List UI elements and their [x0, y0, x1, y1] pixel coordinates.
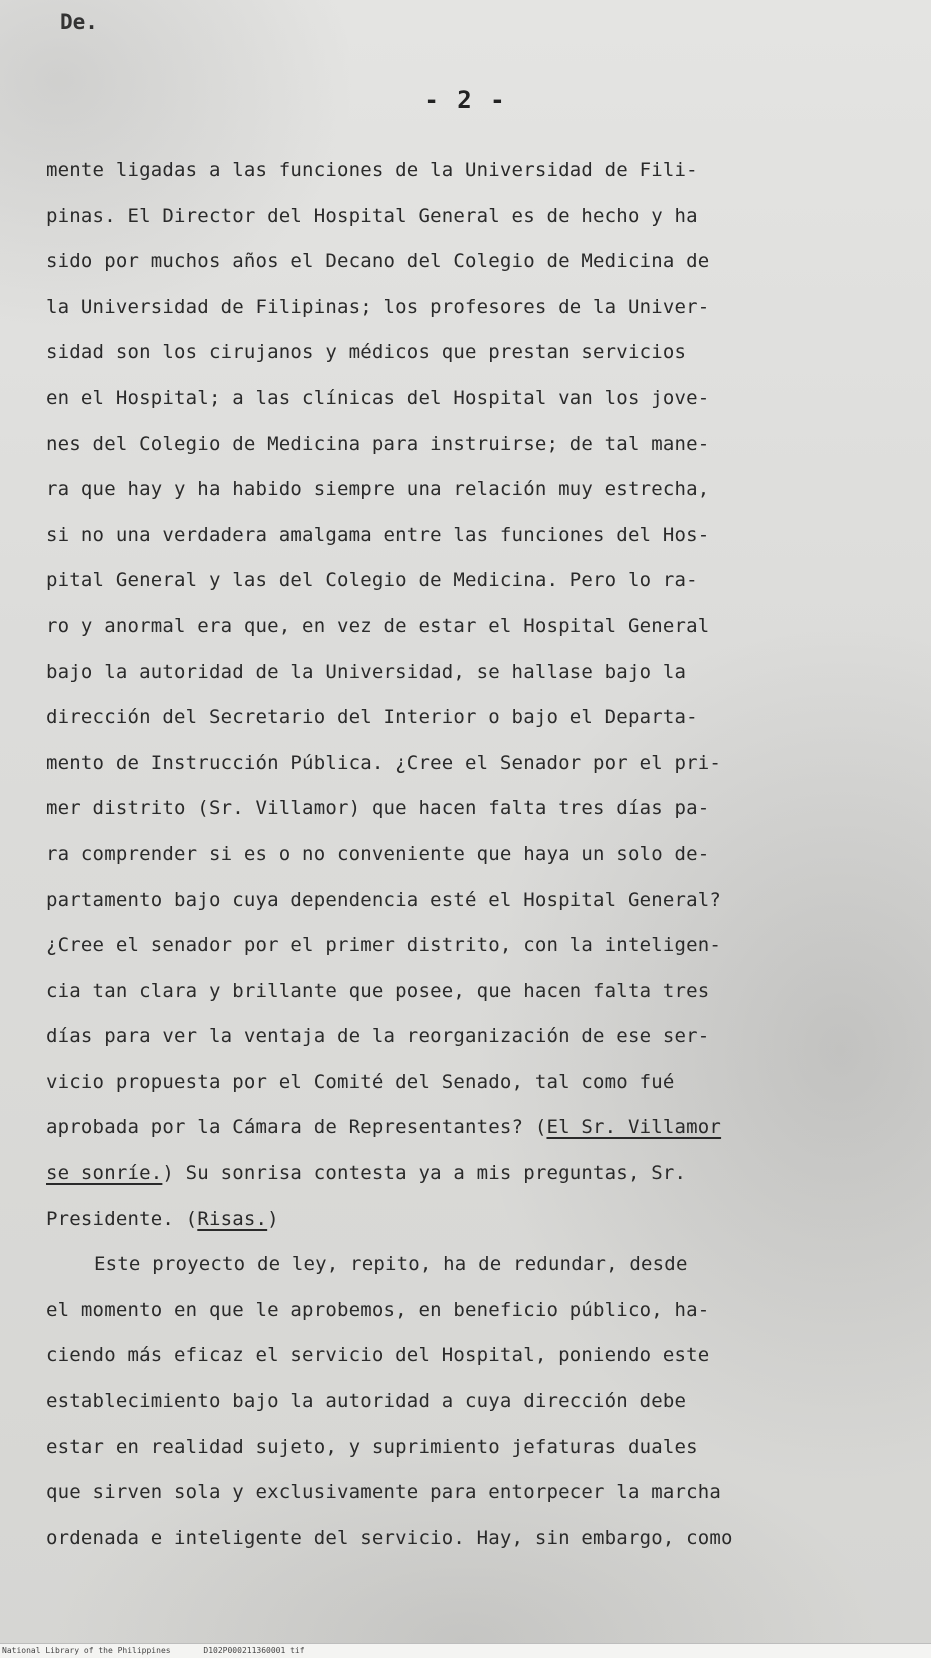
paragraph-line: establecimiento bajo la autoridad a cuya dirección debe — [46, 1390, 687, 1413]
body-text — [46, 148, 876, 1561]
text-line: partamento bajo cuya dependencia esté el Hospital General? — [46, 888, 722, 911]
line-segment: ) — [267, 1207, 279, 1230]
text-line: pital General y las del Colegio de Medicina. Pero lo ra- — [46, 569, 698, 592]
line-segment: aprobada por la Cámara de Representantes? ( — [46, 1116, 547, 1139]
footer-file: D102P000211360001 tif — [203, 1646, 305, 1655]
corner-fragment: De. — [60, 10, 98, 34]
scan-footer — [0, 1643, 931, 1658]
text-line-annotated — [46, 1197, 876, 1243]
stage-direction: El Sr. Villamor — [546, 1116, 722, 1139]
text-line: mento de Instrucción Pública. ¿Cree el Senador por el pri- — [46, 751, 722, 774]
text-line: ra comprender si es o no conveniente que haya un solo de- — [46, 842, 710, 865]
page-number: - 2 - — [424, 86, 507, 114]
text-line: bajo la autoridad de la Universidad, se hallase bajo la — [46, 660, 687, 683]
text-line: sido por muchos años el Decano del Colegio de Medicina de — [46, 250, 710, 273]
text-line: en el Hospital; a las clínicas del Hospital van los jove- — [46, 386, 710, 409]
paragraph-line: que sirven sola y exclusivamente para entorpecer la marcha — [46, 1481, 722, 1504]
text-line: sidad son los cirujanos y médicos que prestan servicios — [46, 341, 687, 364]
text-line: nes del Colegio de Medicina para instruirse; de tal mane- — [46, 432, 710, 455]
text-line: dirección del Secretario del Interior o bajo el Departa- — [46, 706, 698, 729]
stage-direction: Risas. — [197, 1207, 268, 1230]
text-line: mer distrito (Sr. Villamor) que hacen falta tres días pa- — [46, 797, 710, 820]
text-line: la Universidad de Filipinas; los profesores de la Univer- — [46, 295, 710, 318]
text-line: cia tan clara y brillante que posee, que hacen falta tres — [46, 979, 710, 1002]
stage-direction: se sonríe. — [46, 1162, 163, 1185]
paragraph-line: estar en realidad sujeto, y suprimiento jefaturas duales — [46, 1435, 698, 1458]
line-segment: Presidente. ( — [46, 1207, 198, 1230]
line-segment: ) Su sonrisa contesta ya a mis preguntas, Sr. — [162, 1162, 687, 1185]
text-line-annotated — [46, 1105, 876, 1151]
paragraph-line: el momento en que le aprobemos, en beneficio público, ha- — [46, 1298, 710, 1321]
text-line: ro y anormal era que, en vez de estar el Hospital General — [46, 614, 710, 637]
text-line: ¿Cree el senador por el primer distrito, con la inteligen- — [46, 934, 722, 957]
text-line-annotated — [46, 1151, 876, 1197]
text-line: pinas. El Director del Hospital General es de hecho y ha — [46, 204, 698, 227]
paragraph-line: Este proyecto de ley, repito, ha de redundar, desde — [94, 1253, 688, 1276]
text-line: mente ligadas a las funciones de la Universidad de Fili- — [46, 159, 698, 181]
text-line: si no una verdadera amalgama entre las funciones del Hos- — [46, 523, 710, 546]
text-line: vicio propuesta por el Comité del Senado, tal como fué — [46, 1070, 675, 1093]
paragraph-line: ciendo más eficaz el servicio del Hospital, poniendo este — [46, 1344, 710, 1367]
text-line: ra que hay y ha habido siempre una relación muy estrecha, — [46, 478, 710, 501]
text-line: días para ver la ventaja de la reorganización de ese ser- — [46, 1025, 710, 1048]
footer-library: National Library of the Philippines — [2, 1646, 171, 1655]
paragraph-line: ordenada e inteligente del servicio. Hay, sin embargo, como — [46, 1526, 733, 1549]
